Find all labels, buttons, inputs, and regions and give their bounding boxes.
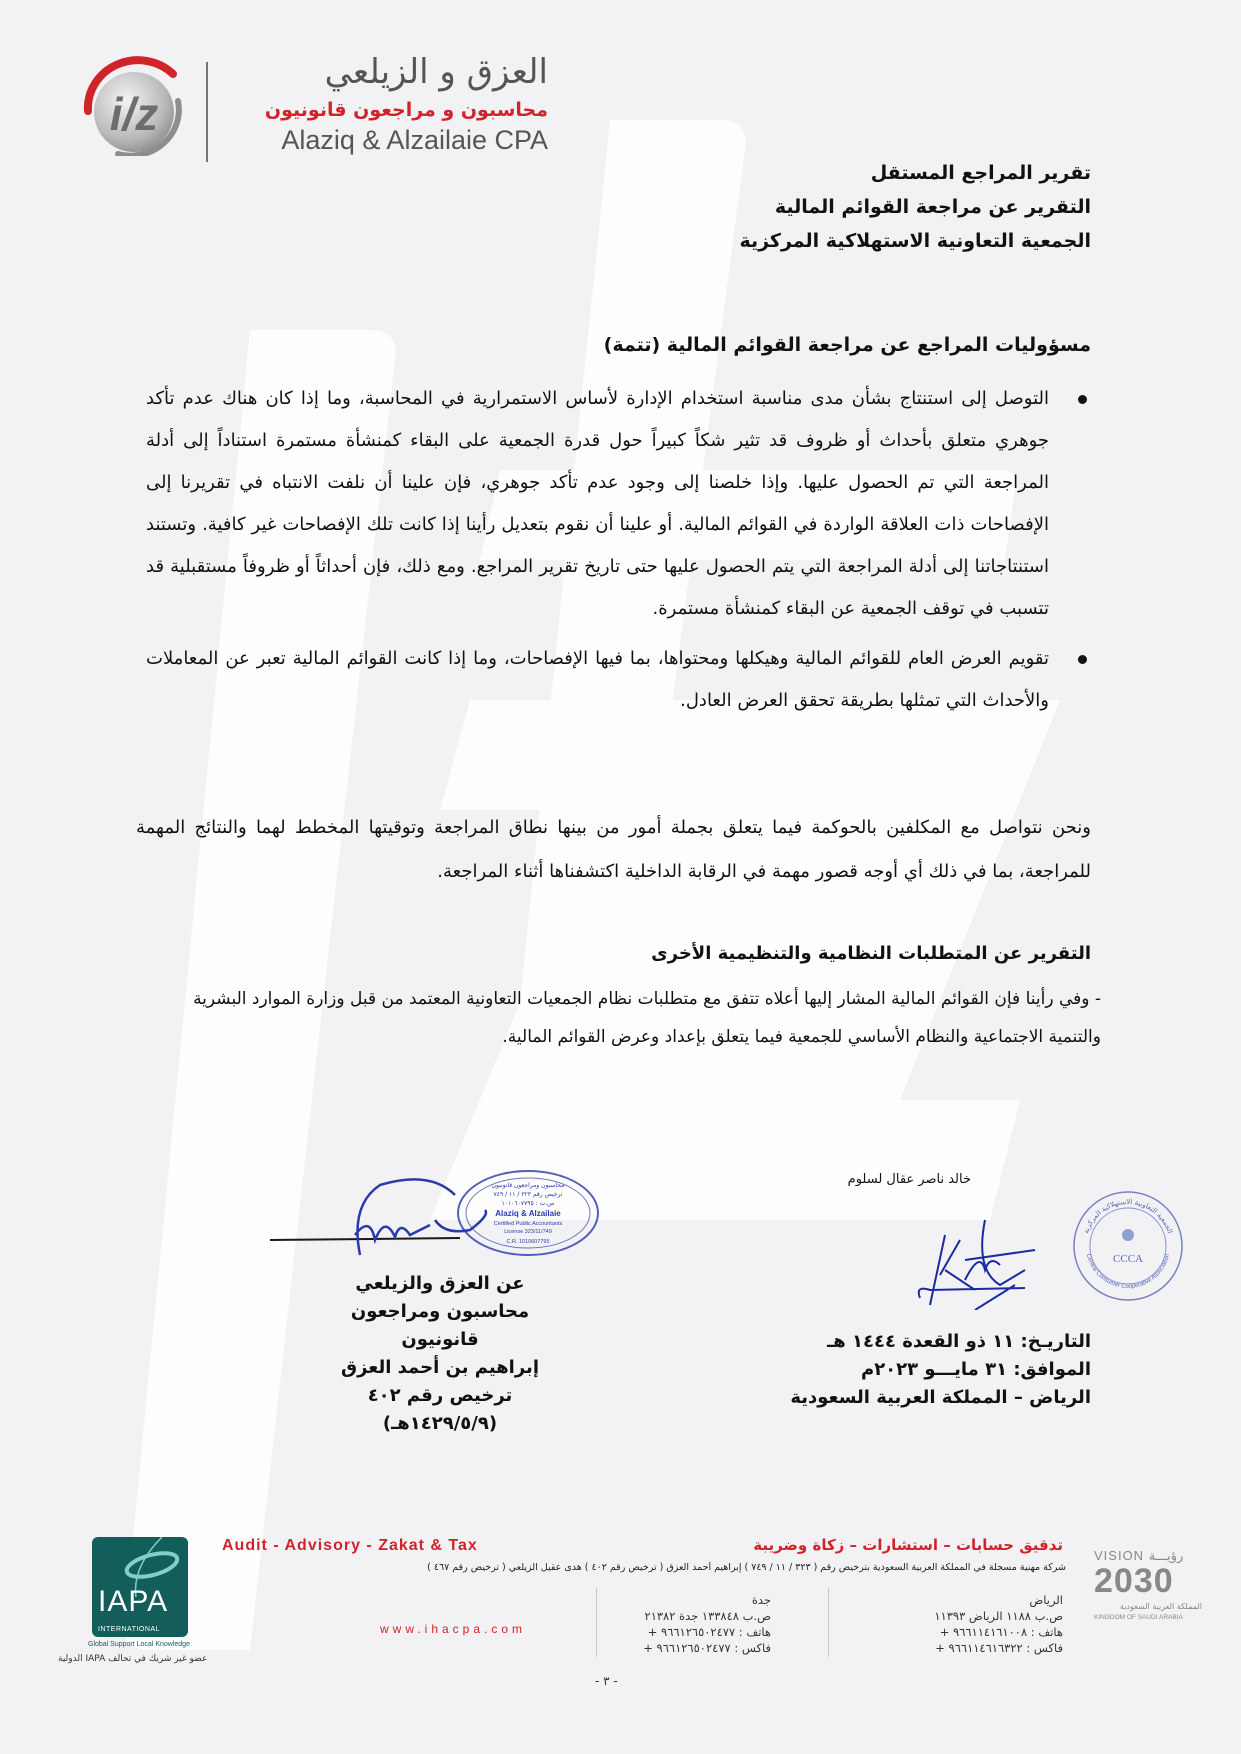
client-stamp	[1072, 1190, 1184, 1302]
auditor-signature	[260, 1165, 610, 1275]
iapa-name: IAPA	[98, 1585, 169, 1618]
place: الرياض – المملكة العربية السعودية	[790, 1387, 1091, 1408]
registration-note: شركة مهنية مسجلة في المملكة العربية السعودية بترخيص رقم ( ٣٢٣ / ١١ / ٧٤٩ ) إبراهيم أحمد العزق ( ترخيص رقم ٤٠٢ ) هدى عقيل الزيلعي ( ترخيص رقم ٤٦٧ )	[427, 1562, 1066, 1573]
report-subtitle: التقرير عن مراجعة القوائم المالية	[774, 196, 1091, 218]
company-logo	[78, 52, 548, 167]
list-item	[146, 378, 1091, 630]
auditor-stamp	[458, 1171, 598, 1255]
list-item	[146, 638, 1091, 722]
svg-text:س.ت : ١٠١٠٦٠٧٧٩٥: س.ت : ١٠١٠٦٠٧٧٩٥	[501, 1200, 555, 1207]
svg-text:C.R. 1010607795: C.R. 1010607795	[506, 1239, 550, 1245]
office-riyadh	[863, 1592, 1063, 1656]
auditor-signature-block	[260, 1165, 610, 1434]
logo-emblem-icon	[78, 56, 196, 156]
office-city: جدة	[751, 1593, 771, 1607]
office-phone: هاتف : ٩٦٦١١٤١٦١٠٠٨ +	[939, 1625, 1063, 1639]
bullet-icon	[1078, 395, 1087, 404]
website-link[interactable]: www.ihacpa.com	[380, 1622, 527, 1636]
office-phone: هاتف : ٩٦٦١٢٦٥٠٢٤٧٧ +	[647, 1625, 771, 1639]
vision-country-en: KINGDOM OF SAUDI ARABIA	[1094, 1614, 1183, 1621]
office-fax: فاكس : ٩٦٦١١٤٦١٦٣٢٢ +	[935, 1641, 1063, 1655]
brand-name-ar: العزق و الزيلعي	[324, 52, 548, 92]
iapa-logo	[92, 1537, 188, 1637]
report-title-block	[491, 156, 1091, 258]
office-fax: فاكس : ٩٦٦١٢٦٥٠٢٤٧٧ +	[643, 1641, 771, 1655]
auditor-firm: عن العزق والزيلعي	[355, 1273, 525, 1294]
office-city: الرياض	[1029, 1593, 1063, 1607]
office-po: ص.ب ١١٨٨ الرياض ١١٣٩٣	[934, 1609, 1063, 1623]
report-title: تقرير المراجع المستقل	[870, 162, 1091, 184]
regulatory-heading: التقرير عن المتطلبات النظامية والتنظيمية الأخرى	[651, 943, 1091, 964]
logo-mark-text: i/z	[109, 88, 159, 140]
list-item-text: التوصل إلى استنتاج بشأن مدى مناسبة استخدام الإدارة لأساس الاستمرارية في المحاسبة، وما إذا كان هناك عدم تأكد جوهري متعلق بأحداث أو ظروف قد تثير شكاً كبيراً حول قدرة الجمعية على البقاء كمنشأة مستمرة استناداً إلى أدلة المراجعة التي تم الحصول عليها. وإذا خلصنا إلى وجود عدم تأكد جوهري، فإن علينا أن نلفت الانتباه في تقريرنا إلى الإفصاحات ذات العلاقة الواردة في القوائم المالية. أو علينا أن نقوم بتعديل رأينا إذا كانت تلك الإفصاحات غير كافية. وتستند استنتاجاتنا إلى أدلة المراجعة التي يتم الحصول عليها حتى تاريخ تقرير المراجع. ومع ذلك، فإن أحداثاً أو ظروفاً مستقبلية قد تتسبب في توقف الجمعية عن البقاء كمنشأة مستمرة.	[146, 388, 1049, 619]
bullet-icon	[1078, 655, 1087, 664]
auditor-license: ترخيص رقم ٤٠٢	[367, 1385, 513, 1406]
auditor-title: محاسبون ومراجعون قانونيون	[350, 1301, 530, 1350]
footer-divider	[828, 1587, 829, 1657]
client-signature	[905, 1210, 1045, 1310]
auditor-license-date: (١٤٢٩/٥/٩هـ)	[382, 1413, 498, 1434]
responsibilities-list	[146, 378, 1091, 730]
entity-name: الجمعية التعاونية الاستهلاكية المركزية	[739, 230, 1091, 252]
vision-label: VISION رؤيـــة	[1094, 1548, 1184, 1563]
iapa-tagline: Global Support Local Knowledge	[88, 1641, 190, 1648]
gregorian-date: الموافق: ٣١ مايـــو ٢٠٢٣م	[860, 1359, 1091, 1380]
svg-text:CCCA: CCCA	[1113, 1253, 1143, 1265]
auditor-name: إبراهيم بن أحمد العزق	[341, 1357, 539, 1378]
brand-subtitle-ar: محاسبون و مراجعون قانونيون	[264, 99, 548, 121]
vision-2030-logo	[1094, 1548, 1206, 1626]
svg-text:Certified Public Accountants: Certified Public Accountants	[493, 1221, 563, 1227]
svg-text:الجمعية التعاونية الاستهلاكية: الجمعية التعاونية الاستهلاكية المركزية	[1082, 1197, 1174, 1235]
logo-divider	[206, 62, 208, 162]
svg-text:محاسبون ومراجعون قانونيون: محاسبون ومراجعون قانونيون	[491, 1182, 565, 1189]
regulatory-text: - وفي رأينا فإن القوائم المالية المشار إليها أعلاه تتفق مع متطلبات نظام الجمعيات التعاونية المعتمد من قبل وزارة الموارد البشرية والتنمية الاجتماعية والنظام الأساسي للجمعية فيما يتعلق بإعداد وعرض القوائم المالية.	[193, 989, 1101, 1047]
services-ar: تدقيق حسابات – استشارات – زكاة وضريبة	[753, 1536, 1063, 1554]
office-po: ص.ب ١٣٣٨٤٨ جدة ٢١٣٨٢	[644, 1609, 771, 1623]
section-heading: مسؤوليات المراجع عن مراجعة القوائم المالية (تتمة)	[603, 334, 1091, 356]
list-item-text: تقويم العرض العام للقوائم المالية وهيكلها ومحتواها، بما فيها الإفصاحات، وما إذا كانت القوائم المالية تعبر عن المعاملات والأحداث التي تمثلها بطريقة تحقق العرض العادل.	[146, 648, 1049, 711]
vision-country-ar: المملكة العربية السعودية	[1119, 1602, 1202, 1611]
vision-year: 2030	[1094, 1562, 1174, 1600]
iapa-member-note: عضو غير شريك في تحالف IAPA الدولية	[58, 1654, 208, 1664]
svg-text:Alaziq & Alzailaie: Alaziq & Alzailaie	[495, 1209, 561, 1218]
svg-text:ترخيص رقم ٣٢٣ / ١١ / ٧٤٩: ترخيص رقم ٣٢٣ / ١١ / ٧٤٩	[493, 1191, 563, 1198]
svg-text:License 323/11/749: License 323/11/749	[504, 1229, 552, 1235]
governance-paragraph: ونحن نتواصل مع المكلفين بالحوكمة فيما يتعلق بجملة أمور من بينها نطاق المراجعة وتوقيتها المخطط لهما والنتائج المهمة للمراجعة، بما في ذلك أي أوجه قصور مهمة في الرقابة الداخلية اكتشفناها أثناء المراجعة.	[136, 817, 1091, 882]
hijri-date: التاريـخ: ١١ ذو القعدة ١٤٤٤ هـ	[827, 1331, 1091, 1352]
services-en: Audit - Advisory - Zakat & Tax	[222, 1537, 478, 1554]
office-jeddah	[571, 1592, 771, 1656]
svg-text:Central Consumer Cooperative A: Central Consumer Cooperative Association	[1084, 1253, 1172, 1291]
date-block	[790, 1328, 1091, 1412]
auditor-details	[310, 1270, 570, 1438]
page-number: - ٣ -	[595, 1674, 618, 1688]
iapa-sub: INTERNATIONAL	[98, 1626, 160, 1633]
client-signer-name: خالد ناصر عقال لسلوم	[847, 1172, 971, 1187]
brand-name-en: Alaziq & Alzailaie CPA	[281, 125, 548, 155]
